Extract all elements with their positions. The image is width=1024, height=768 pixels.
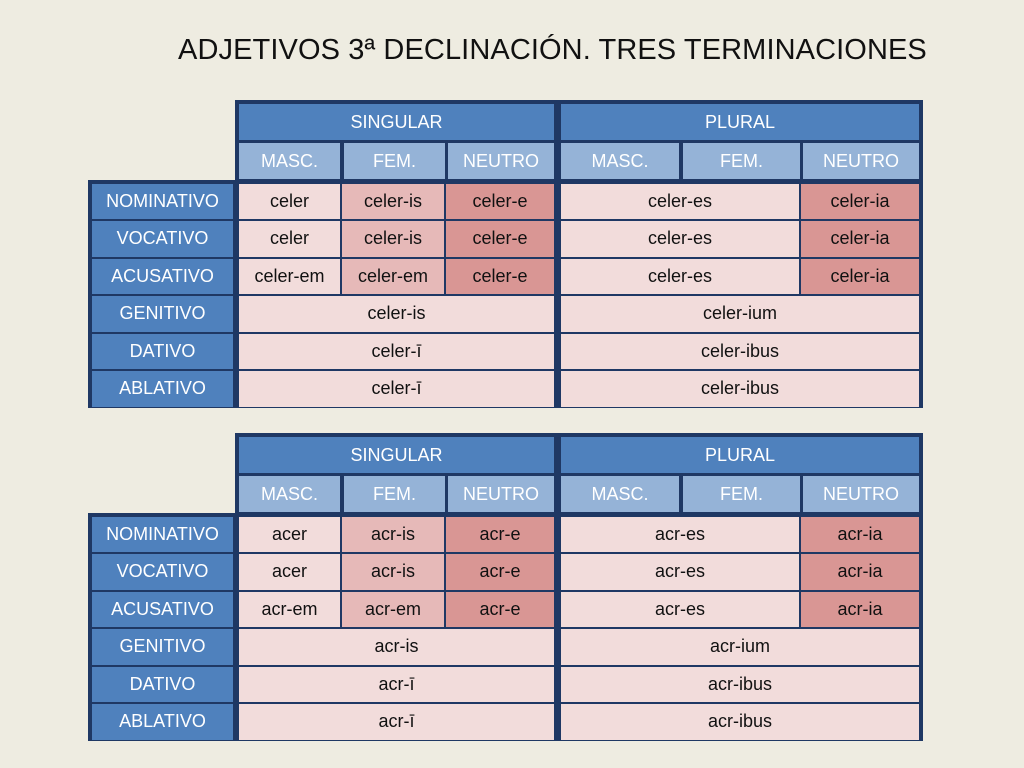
gender-header: FEM. [343,475,446,513]
form-cell: acr-es [560,516,800,554]
gender-header: MASC. [238,475,341,513]
gender-header: FEM. [343,142,446,180]
header-singular: SINGULAR [238,436,555,474]
gender-header: MASC. [560,475,680,513]
form-cell: acr-ibus [560,703,920,741]
form-cell: acr-ium [560,628,920,666]
form-cell: acr-is [341,516,445,554]
case-label: ACUSATIVO [91,258,234,296]
header-plural: PLURAL [560,436,920,474]
form-cell: celer-es [560,183,800,221]
form-cell: celer-ia [800,183,920,221]
gender-header: NEUTRO [447,475,555,513]
form-cell: acr-ia [800,516,920,554]
form-cell: celer-e [445,183,555,221]
form-cell: acr-e [445,591,555,629]
form-cell: celer-is [341,183,445,221]
form-cell: acr-is [341,553,445,591]
form-cell: acr-ī [238,666,555,704]
form-cell: celer-ī [238,370,555,408]
case-label: NOMINATIVO [91,183,234,221]
gender-header: MASC. [560,142,680,180]
form-cell: acr-ia [800,553,920,591]
case-label: GENITIVO [91,628,234,666]
form-cell: acr-em [341,591,445,629]
form-cell: celer-is [341,220,445,258]
form-cell: celer-ia [800,220,920,258]
form-cell: acr-ī [238,703,555,741]
form-cell: celer-ium [560,295,920,333]
form-cell: celer-ia [800,258,920,296]
form-cell: acr-is [238,628,555,666]
gender-header: FEM. [682,475,801,513]
case-label: ACUSATIVO [91,591,234,629]
form-cell: acr-em [238,591,341,629]
case-label: ABLATIVO [91,703,234,741]
page-title: ADJETIVOS 3ª DECLINACIÓN. TRES TERMINACIONES [178,34,927,66]
gender-header: NEUTRO [802,475,920,513]
form-cell: celer-es [560,258,800,296]
case-label: NOMINATIVO [91,516,234,554]
form-cell: celer-e [445,220,555,258]
gender-header: NEUTRO [447,142,555,180]
form-cell: acr-es [560,591,800,629]
case-label: DATIVO [91,666,234,704]
form-cell: celer-is [238,295,555,333]
case-label: ABLATIVO [91,370,234,408]
form-cell: celer [238,220,341,258]
gender-header: NEUTRO [802,142,920,180]
form-cell: acr-e [445,553,555,591]
form-cell: celer-e [445,258,555,296]
case-label: VOCATIVO [91,553,234,591]
case-label: GENITIVO [91,295,234,333]
form-cell: celer-em [238,258,341,296]
case-label: DATIVO [91,333,234,371]
form-cell: celer-ibus [560,333,920,371]
gender-header: MASC. [238,142,341,180]
form-cell: celer-es [560,220,800,258]
form-cell: acr-ibus [560,666,920,704]
form-cell: acr-e [445,516,555,554]
form-cell: celer-ibus [560,370,920,408]
header-plural: PLURAL [560,103,920,141]
form-cell: acer [238,553,341,591]
header-singular: SINGULAR [238,103,555,141]
case-label: VOCATIVO [91,220,234,258]
form-cell: celer-em [341,258,445,296]
form-cell: acr-es [560,553,800,591]
form-cell: celer-ī [238,333,555,371]
gender-header: FEM. [682,142,801,180]
form-cell: acer [238,516,341,554]
form-cell: celer [238,183,341,221]
form-cell: acr-ia [800,591,920,629]
